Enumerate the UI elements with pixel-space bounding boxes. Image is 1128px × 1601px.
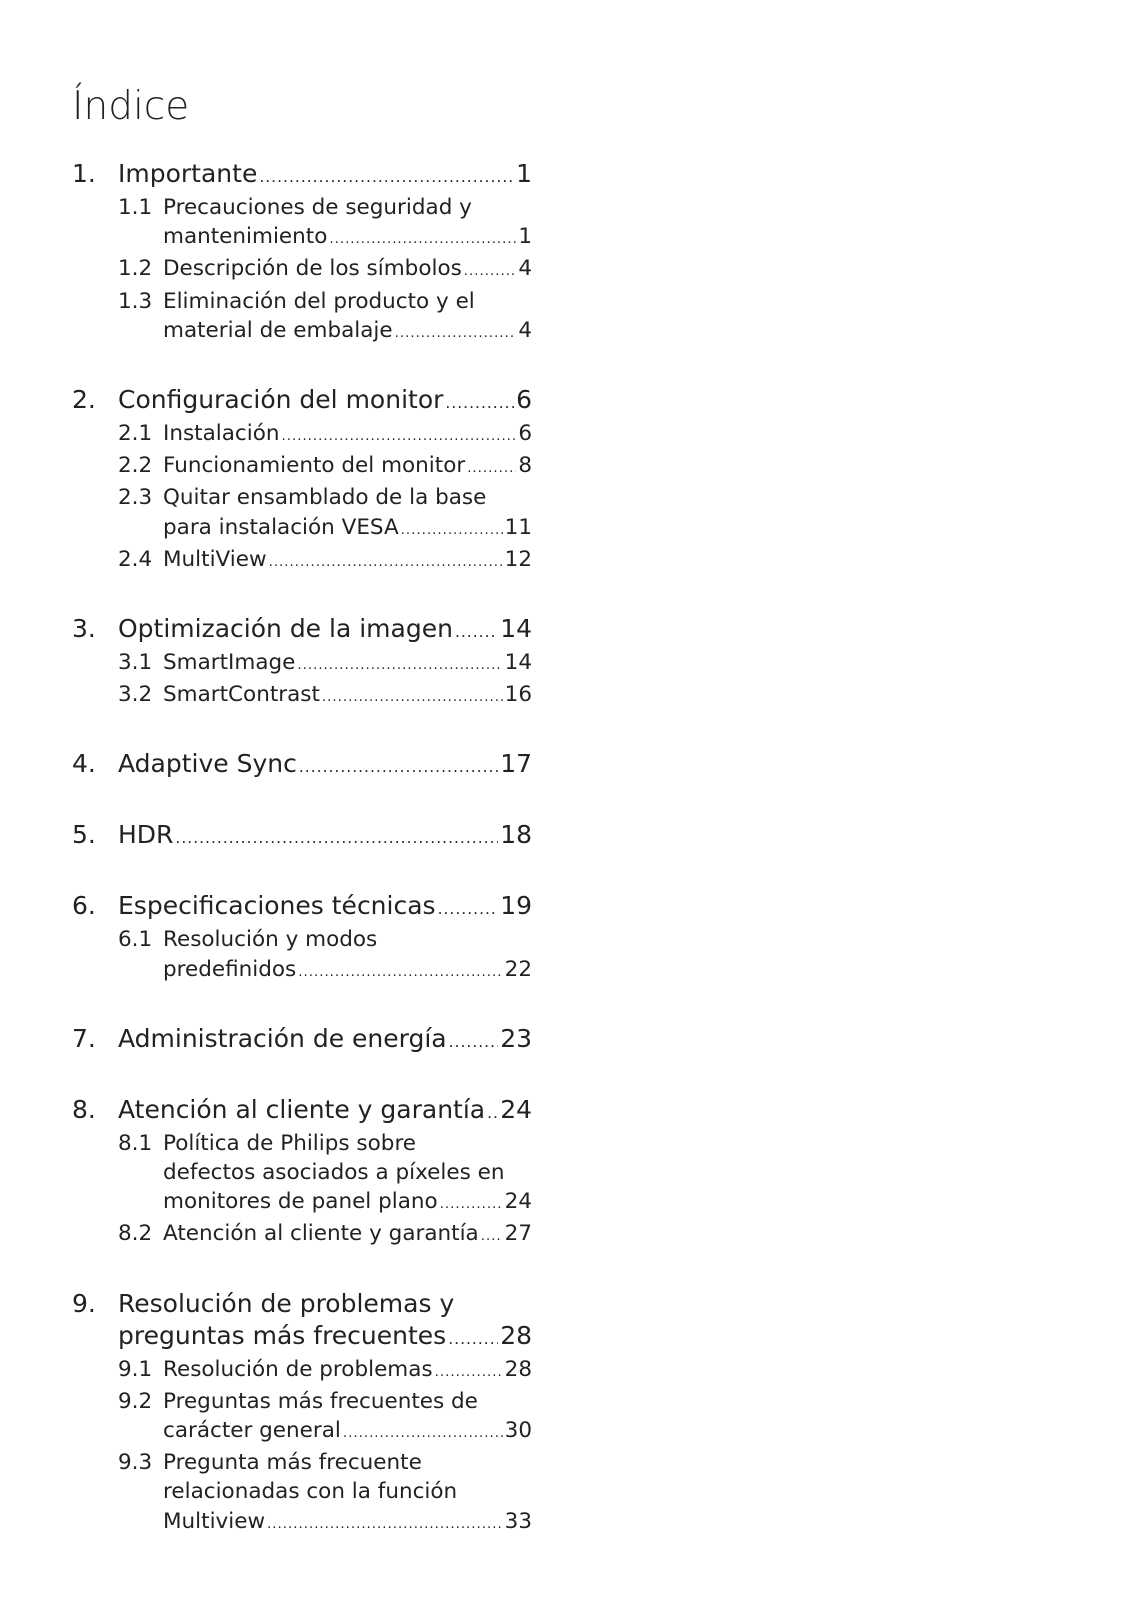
entry-number: 3.2 <box>118 682 153 708</box>
entry-number: 8. <box>72 1094 96 1124</box>
entry-title: Atención al cliente y garantía <box>163 1221 479 1247</box>
dot-leader <box>297 651 502 680</box>
toc-subsection-line[interactable] <box>72 513 532 545</box>
toc-section <box>72 819 532 854</box>
toc-subsection-line[interactable] <box>72 1355 532 1387</box>
page-number: 14 <box>504 650 532 676</box>
toc-subsection-line[interactable] <box>72 316 532 348</box>
toc-section-line[interactable] <box>72 1094 532 1129</box>
page-number: 19 <box>500 891 532 921</box>
entry-number: 1.3 <box>118 288 153 314</box>
dot-leader <box>481 1222 503 1251</box>
entry-title: HDR <box>118 820 174 850</box>
page-number: 4 <box>518 317 532 343</box>
page-number: 27 <box>504 1221 532 1247</box>
toc-subsection-line[interactable] <box>72 1129 532 1158</box>
toc-subsection-line[interactable] <box>72 1158 532 1187</box>
toc-section <box>72 613 532 712</box>
toc-subsection-line[interactable] <box>72 1219 532 1251</box>
entry-title: carácter general <box>163 1418 341 1444</box>
page-number: 6 <box>516 385 532 415</box>
toc-section-line[interactable] <box>72 1320 532 1355</box>
entry-title: Especificaciones técnicas <box>118 891 436 921</box>
entry-title: Quitar ensamblado de la base <box>163 485 487 511</box>
toc-section-line[interactable] <box>72 384 532 419</box>
dot-leader <box>449 1026 499 1058</box>
page-number: 6 <box>518 421 532 447</box>
page-title: Índice <box>72 84 190 129</box>
toc-subsection-line[interactable] <box>72 222 532 254</box>
toc-section-line[interactable] <box>72 819 532 854</box>
entry-title: Importante <box>118 159 258 188</box>
entry-number: 2.4 <box>118 546 153 572</box>
dot-leader <box>395 319 517 348</box>
toc-section-line[interactable] <box>72 1288 532 1320</box>
entry-number: 9. <box>72 1288 96 1318</box>
dot-leader <box>322 683 503 712</box>
entry-title: Optimización de la imagen <box>118 614 453 644</box>
entry-number: 9.3 <box>118 1450 153 1476</box>
entry-number: 4. <box>72 749 96 779</box>
toc-section-line[interactable] <box>72 158 532 193</box>
page-number: 11 <box>504 514 532 540</box>
dot-leader <box>448 1323 498 1355</box>
toc-subsection-line[interactable] <box>72 483 532 512</box>
entry-title: Atención al cliente y garantía <box>118 1094 486 1124</box>
page-number: 23 <box>500 1023 532 1053</box>
entry-number: 5. <box>72 820 96 850</box>
dot-leader <box>487 1097 498 1129</box>
entry-title: MultiView <box>163 546 267 572</box>
toc-subsection-line[interactable] <box>72 648 532 680</box>
toc-section <box>72 1288 532 1539</box>
entry-title: mantenimiento <box>163 224 328 250</box>
toc-section <box>72 748 532 783</box>
entry-number: 1.1 <box>118 195 153 220</box>
toc-subsection-line[interactable] <box>72 955 532 987</box>
page-number: 28 <box>500 1320 532 1350</box>
dot-leader <box>343 1419 503 1448</box>
entry-title: SmartImage <box>163 650 296 676</box>
entry-title: Instalación <box>163 421 280 447</box>
toc-section-line[interactable] <box>72 748 532 783</box>
entry-number: 3. <box>72 614 96 644</box>
page-number: 1 <box>516 159 532 188</box>
entry-title: Resolución de problemas <box>163 1356 433 1382</box>
dot-leader <box>435 1358 503 1387</box>
dot-leader <box>440 1190 503 1219</box>
entry-number: 1. <box>72 159 96 188</box>
entry-number: 8.2 <box>118 1221 153 1247</box>
entry-number: 2.1 <box>118 421 153 447</box>
entry-number: 2.2 <box>118 453 153 479</box>
entry-title: relacionadas con la función <box>163 1479 458 1505</box>
toc-subsection-line[interactable] <box>72 1416 532 1448</box>
page-number: 1 <box>518 224 532 250</box>
entry-title: Resolución y modos <box>163 927 378 953</box>
page-number: 12 <box>504 546 532 572</box>
toc-subsection-line[interactable] <box>72 254 532 286</box>
page-number: 24 <box>500 1094 532 1124</box>
page-number: 22 <box>504 956 532 982</box>
entry-title: para instalación VESA <box>163 514 399 540</box>
toc-subsection-line[interactable] <box>72 287 532 316</box>
entry-title: Preguntas más frecuentes de <box>163 1388 478 1414</box>
toc-section <box>72 1094 532 1252</box>
page-number: 4 <box>518 256 532 282</box>
entry-title: Descripción de los símbolos <box>163 256 462 282</box>
dot-leader <box>401 516 503 545</box>
toc-subsection-line[interactable] <box>72 925 532 954</box>
entry-number: 3.1 <box>118 650 153 676</box>
toc-subsection-line[interactable] <box>72 545 532 577</box>
entry-number: 6. <box>72 891 96 921</box>
toc-section <box>72 1023 532 1058</box>
toc-section-line[interactable] <box>72 613 532 648</box>
toc-section-line[interactable] <box>72 1023 532 1058</box>
table-of-contents <box>72 158 532 1575</box>
dot-leader <box>438 893 499 925</box>
entry-number: 8.1 <box>118 1130 153 1156</box>
entry-title: Multiview <box>163 1508 266 1534</box>
entry-number: 9.2 <box>118 1388 153 1414</box>
toc-subsection-line[interactable] <box>72 451 532 483</box>
entry-title: monitores de panel plano <box>163 1189 438 1215</box>
toc-subsection-line[interactable] <box>72 193 532 222</box>
entry-number: 7. <box>72 1023 96 1053</box>
dot-leader <box>445 387 514 419</box>
dot-leader <box>175 822 498 854</box>
entry-title: Precauciones de seguridad y <box>163 195 472 220</box>
dot-leader <box>467 454 516 483</box>
dot-leader <box>299 751 498 783</box>
entry-title: Política de Philips sobre <box>163 1130 417 1156</box>
entry-number: 9.1 <box>118 1356 153 1382</box>
entry-number: 1.2 <box>118 256 153 282</box>
entry-number: 2. <box>72 385 96 415</box>
page-number: 24 <box>504 1189 532 1215</box>
entry-title: SmartContrast <box>163 682 320 708</box>
toc-section <box>72 384 532 577</box>
toc-subsection-line[interactable] <box>72 419 532 451</box>
toc-subsection-line[interactable] <box>72 1507 532 1539</box>
dot-leader <box>329 225 516 254</box>
dot-leader <box>259 161 514 193</box>
dot-leader <box>455 616 498 648</box>
toc-subsection-line[interactable] <box>72 1187 532 1219</box>
toc-subsection-line[interactable] <box>72 1387 532 1416</box>
entry-title: Adaptive Sync <box>118 749 297 779</box>
dot-leader <box>282 422 517 451</box>
dot-leader <box>269 548 503 577</box>
dot-leader <box>464 257 517 286</box>
page-number: 14 <box>500 614 532 644</box>
entry-title: Pregunta más frecuente <box>163 1450 422 1476</box>
page-number: 8 <box>518 453 532 479</box>
entry-title: Eliminación del producto y el <box>163 288 475 314</box>
entry-number: 6.1 <box>118 927 153 953</box>
entry-title: Funcionamiento del monitor <box>163 453 466 479</box>
toc-section <box>72 158 532 348</box>
entry-title: material de embalaje <box>163 317 393 343</box>
page-number: 30 <box>504 1418 532 1444</box>
dot-leader <box>298 958 502 987</box>
entry-title: Administración de energía <box>118 1023 447 1053</box>
entry-title: preguntas más frecuentes <box>118 1320 447 1350</box>
page-number: 33 <box>504 1508 532 1534</box>
entry-title: predefinidos <box>163 956 297 982</box>
dot-leader <box>267 1510 503 1539</box>
page-number: 18 <box>500 820 532 850</box>
toc-subsection-line[interactable] <box>72 1477 532 1506</box>
toc-section <box>72 890 532 986</box>
page-number: 16 <box>504 682 532 708</box>
entry-title: defectos asociados a píxeles en <box>163 1160 505 1186</box>
entry-number: 2.3 <box>118 485 153 511</box>
toc-section-line[interactable] <box>72 890 532 925</box>
page-number: 17 <box>500 749 532 779</box>
entry-title: Resolución de problemas y <box>118 1288 455 1318</box>
toc-subsection-line[interactable] <box>72 680 532 712</box>
toc-subsection-line[interactable] <box>72 1448 532 1477</box>
page-number: 28 <box>504 1356 532 1382</box>
entry-title: Configuración del monitor <box>118 385 444 415</box>
